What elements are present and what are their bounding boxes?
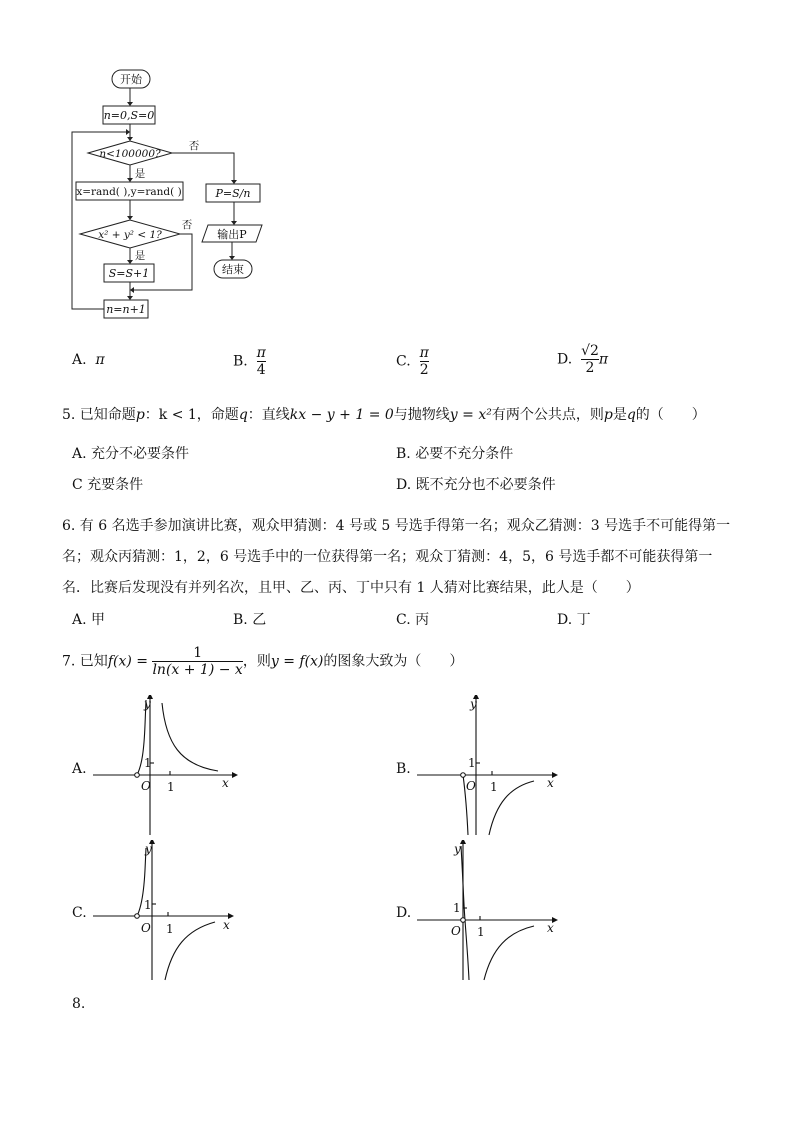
q7-graph-b — [414, 695, 564, 840]
q5-option-c: C 充要条件 — [72, 477, 144, 493]
svg-text:1: 1 — [167, 780, 175, 794]
svg-text:y: y — [144, 697, 151, 711]
fc-init-text: n=0,S=0 — [103, 109, 155, 122]
q6-option-b: B. 乙 — [233, 612, 267, 628]
fc-end-text: 结束 — [222, 263, 244, 276]
svg-text:y: y — [145, 842, 152, 856]
q5-stem: 5. 已知命题p：k < 1，命题q：直线kx − y + 1 = 0与抛物线y = x²有两个公共点，则p是q的（ ） — [62, 407, 706, 423]
svg-text:1: 1 — [453, 901, 461, 915]
q6-line-1: 6. 有 6 名选手参加演讲比赛，观众甲猜测：4 号或 5 号选手得第一名；观众乙猜测：3 号选手不可能得第一 — [62, 518, 731, 534]
q7-graph-d-label: D. — [396, 905, 412, 921]
fc-output-text: 输出P — [217, 228, 247, 241]
svg-text:y: y — [470, 697, 477, 711]
q6-option-c: C. 丙 — [396, 612, 430, 628]
svg-text:1: 1 — [468, 756, 476, 770]
fc-compute-text: P=S/n — [215, 187, 251, 200]
flowchart — [60, 62, 300, 324]
fc-inc-n-text: n=n+1 — [106, 303, 146, 316]
q7-graph-a — [90, 695, 240, 840]
svg-text:x: x — [223, 918, 230, 932]
q6-option-d: D. 丁 — [557, 612, 591, 628]
q7-graph-d — [414, 840, 564, 985]
q6-line-2: 名；观众丙猜测：1，2，6 号选手中的一位获得第一名；观众丁猜测：4，5，6 号选手都不可能获得第一 — [62, 549, 713, 565]
q7-graph-b-label: B. — [396, 761, 411, 777]
svg-text:1: 1 — [166, 922, 174, 936]
svg-text:x: x — [222, 776, 229, 790]
svg-text:x: x — [547, 921, 554, 935]
svg-text:1: 1 — [144, 756, 152, 770]
fc-cond1-text: n<100000? — [99, 148, 161, 160]
q7-stem: 7. 已知f(x) = $\frac{1}{\ln(x + 1) - x}$ ，则y = f(x)的图象大致为（ ） — [62, 645, 464, 679]
q7-graph-a-label: A. — [72, 761, 87, 777]
svg-text:x: x — [547, 776, 554, 790]
svg-text:1: 1 — [490, 780, 498, 794]
q4-option-d: D. $\frac{√2}{2}$ π — [557, 343, 609, 377]
q4-option-b: B. $\frac{\pi}{4}$ — [233, 345, 266, 379]
fc-yes1-text: 是 — [134, 168, 146, 180]
fc-start-text: 开始 — [120, 73, 142, 86]
svg-text:y: y — [454, 842, 461, 856]
q4-option-a: A. π — [72, 352, 105, 368]
fc-no1-text: 否 — [188, 140, 200, 152]
q6-line-3: 名．比赛后发现没有并列名次，且甲、乙、丙、丁中只有 1 人猜对比赛结果，此人是（ ） — [62, 580, 640, 596]
q6-option-a: A. 甲 — [72, 612, 106, 628]
fc-no2-text: 否 — [181, 219, 193, 231]
svg-text:O: O — [451, 924, 461, 938]
svg-text:1: 1 — [477, 925, 485, 939]
fc-rand-text: x=rand( ),y=rand( ) — [76, 186, 182, 198]
q7-graph-c-label: C. — [72, 905, 87, 921]
fc-yes2-text: 是 — [134, 250, 146, 262]
q4-option-c: C. $\frac{\pi}{2}$ — [396, 345, 429, 379]
svg-text:1: 1 — [144, 898, 152, 912]
fc-cond2-text: x² + y² < 1? — [98, 229, 162, 241]
q5-option-a: A. 充分不必要条件 — [72, 446, 190, 462]
q7-graph-c — [90, 840, 240, 985]
q5-option-d: D. 既不充分也不必要条件 — [396, 477, 556, 493]
svg-text:O: O — [466, 779, 476, 793]
q5-option-b: B. 必要不充分条件 — [396, 446, 514, 462]
fc-inc-s-text: S=S+1 — [108, 267, 150, 280]
q8-label: 8. — [72, 996, 86, 1012]
svg-text:O: O — [141, 779, 151, 793]
svg-text:O: O — [141, 921, 151, 935]
